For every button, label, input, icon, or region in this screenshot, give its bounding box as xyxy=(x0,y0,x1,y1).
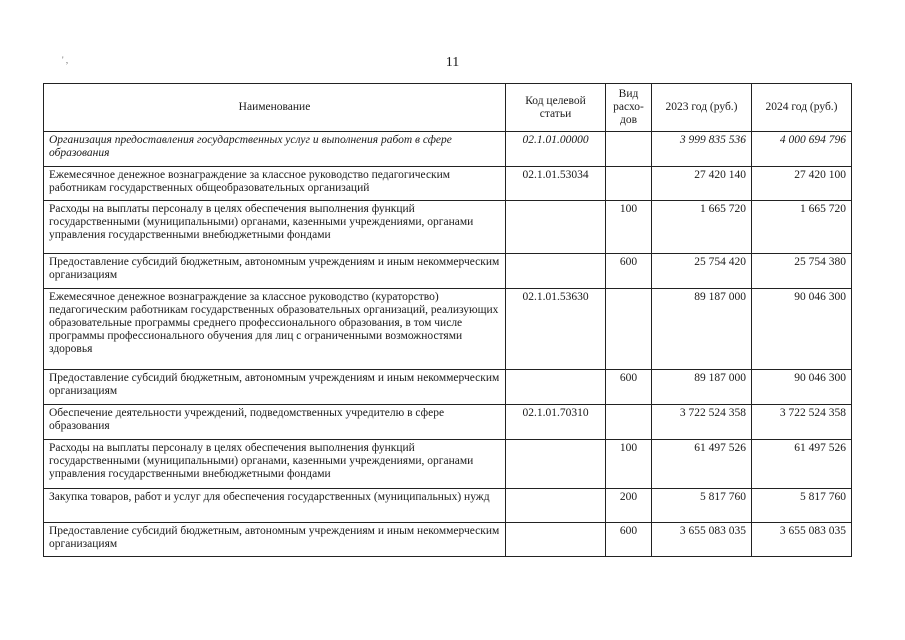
row-2023: 3 722 524 358 xyxy=(652,405,752,440)
row-code: 02.1.01.70310 xyxy=(506,405,606,440)
table-row xyxy=(44,289,852,370)
row-name: Предоставление субсидий бюджетным, автономным учреждениям и иным некоммерческим организациям xyxy=(44,523,506,557)
row-code: 02.1.01.53034 xyxy=(506,167,606,201)
header-2024: 2024 год (руб.) xyxy=(752,84,852,132)
table-row xyxy=(44,440,852,489)
row-code xyxy=(506,370,606,405)
row-vid xyxy=(606,289,652,370)
row-name: Предоставление субсидий бюджетным, автономным учреждениям и иным некоммерческим организациям xyxy=(44,254,506,289)
row-name: Организация предоставления государственных услуг и выполнения работ в сфере образования xyxy=(44,132,506,167)
table-row xyxy=(44,370,852,405)
row-2023: 3 999 835 536 xyxy=(652,132,752,167)
row-code xyxy=(506,489,606,523)
row-2024: 4 000 694 796 xyxy=(752,132,852,167)
row-code xyxy=(506,201,606,254)
row-name: Ежемесячное денежное вознаграждение за классное руководство (кураторство) педагогическим работникам государственных образовательных организаций, реализующих образовательные программы среднего профессионального образования, в том числе программы профессионального обучения для лиц с ограниченными возможностями здоровья xyxy=(44,289,506,370)
row-vid xyxy=(606,405,652,440)
row-name: Обеспечение деятельности учреждений, подведомственных учредителю в сфере образования xyxy=(44,405,506,440)
row-2023: 61 497 526 xyxy=(652,440,752,489)
table-row xyxy=(44,201,852,254)
row-2024: 61 497 526 xyxy=(752,440,852,489)
row-2024: 5 817 760 xyxy=(752,489,852,523)
row-code: 02.1.01.00000 xyxy=(506,132,606,167)
row-2024: 3 655 083 035 xyxy=(752,523,852,557)
row-vid: 100 xyxy=(606,440,652,489)
row-vid xyxy=(606,132,652,167)
row-2023: 3 655 083 035 xyxy=(652,523,752,557)
table-row xyxy=(44,489,852,523)
row-2024: 3 722 524 358 xyxy=(752,405,852,440)
row-code xyxy=(506,254,606,289)
budget-table xyxy=(43,83,852,557)
row-2024: 90 046 300 xyxy=(752,289,852,370)
row-vid: 600 xyxy=(606,254,652,289)
row-name: Ежемесячное денежное вознаграждение за классное руководство педагогическим работникам государственных общеобразовательных организаций xyxy=(44,167,506,201)
page-number: 11 xyxy=(445,55,460,70)
row-vid xyxy=(606,167,652,201)
row-code xyxy=(506,523,606,557)
row-name: Расходы на выплаты персоналу в целях обеспечения выполнения функций государственными (муниципальными) органами, казенными учреждениями, органами управления государственными внебюджетными фондами xyxy=(44,201,506,254)
header-vid: Вид расхо-дов xyxy=(606,84,652,132)
row-vid: 600 xyxy=(606,523,652,557)
table-row xyxy=(44,523,852,557)
row-2023: 1 665 720 xyxy=(652,201,752,254)
row-2024: 27 420 100 xyxy=(752,167,852,201)
table-row xyxy=(44,132,852,167)
row-name: Закупка товаров, работ и услуг для обеспечения государственных (муниципальных) нужд xyxy=(44,489,506,523)
header-2023: 2023 год (руб.) xyxy=(652,84,752,132)
row-2023: 89 187 000 xyxy=(652,289,752,370)
row-name: Предоставление субсидий бюджетным, автономным учреждениям и иным некоммерческим организациям xyxy=(44,370,506,405)
row-2024: 90 046 300 xyxy=(752,370,852,405)
row-code xyxy=(506,440,606,489)
row-2023: 25 754 420 xyxy=(652,254,752,289)
table-row xyxy=(44,167,852,201)
row-code: 02.1.01.53630 xyxy=(506,289,606,370)
row-2023: 5 817 760 xyxy=(652,489,752,523)
header-name: Наименование xyxy=(44,84,506,132)
table-row xyxy=(44,405,852,440)
row-name: Расходы на выплаты персоналу в целях обеспечения выполнения функций государственными (муниципальными) органами, казенными учреждениями, органами управления государственными внебюджетными фондами xyxy=(44,440,506,489)
row-2024: 1 665 720 xyxy=(752,201,852,254)
table-row xyxy=(44,254,852,289)
row-vid: 100 xyxy=(606,201,652,254)
row-vid: 600 xyxy=(606,370,652,405)
row-vid: 200 xyxy=(606,489,652,523)
header-row xyxy=(44,84,852,132)
scan-mark: ' , xyxy=(62,55,69,65)
row-2023: 89 187 000 xyxy=(652,370,752,405)
row-2023: 27 420 140 xyxy=(652,167,752,201)
row-2024: 25 754 380 xyxy=(752,254,852,289)
header-code: Код целевой статьи xyxy=(506,84,606,132)
